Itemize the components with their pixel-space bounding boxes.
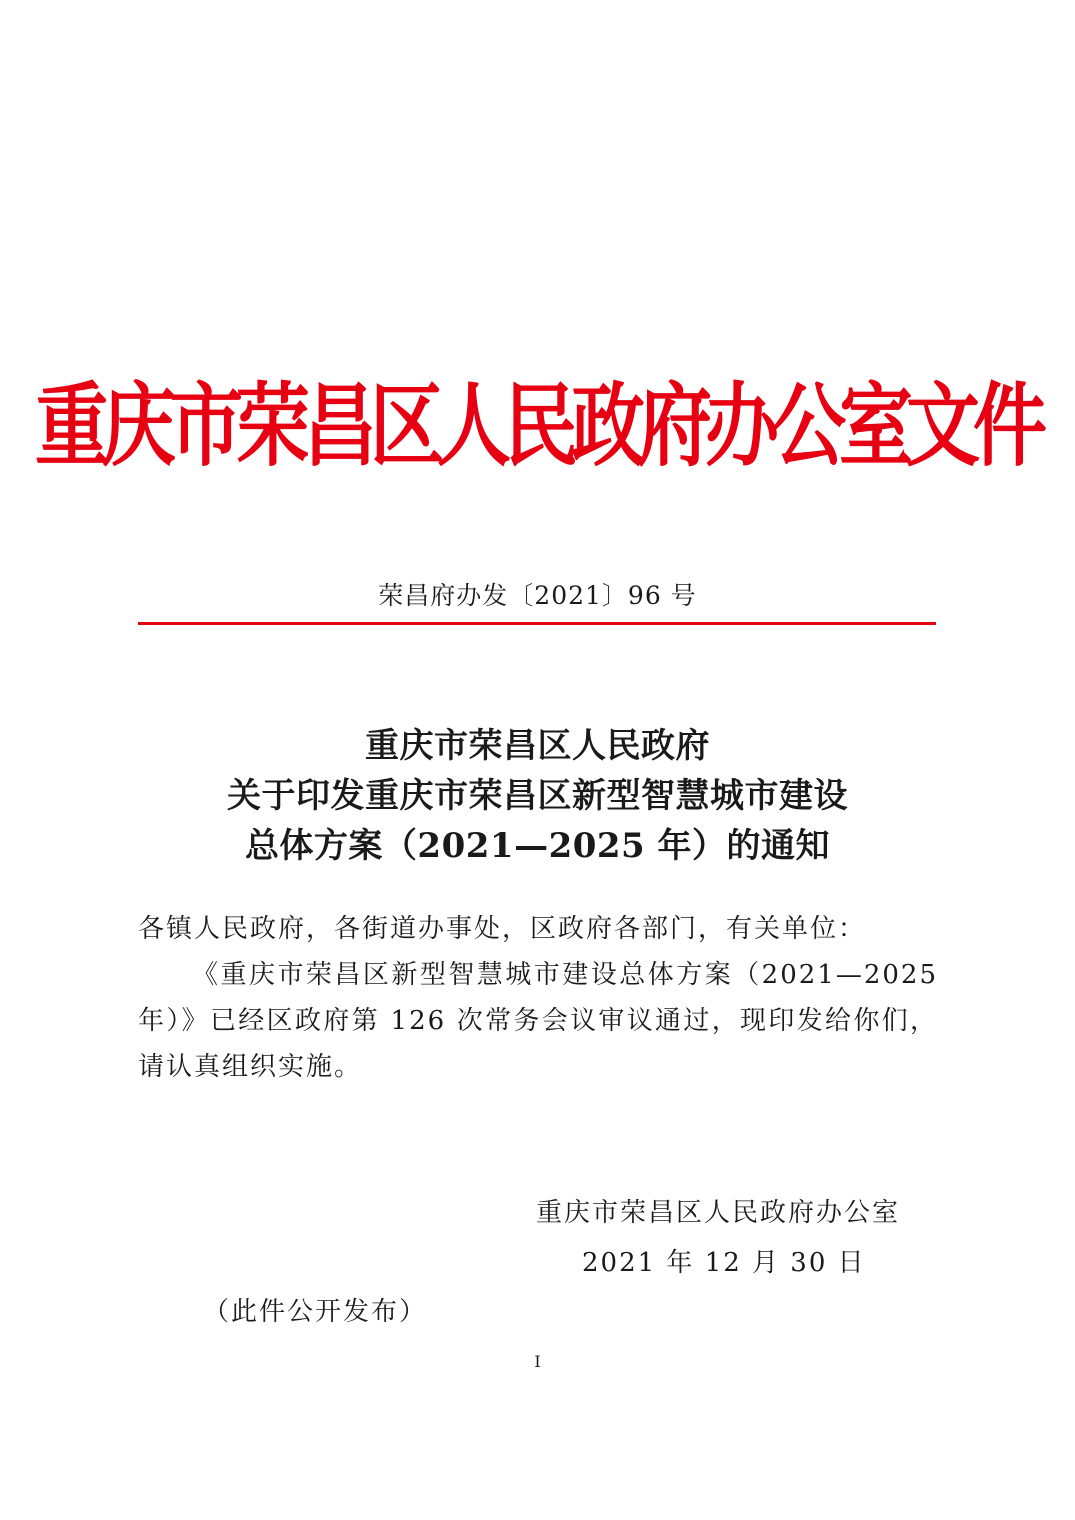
salutation: 各镇人民政府，各街道办事处，区政府各部门，有关单位： (138, 914, 867, 944)
document-title (0, 721, 1075, 871)
red-divider-line (138, 622, 936, 625)
title-line-1: 重庆市荣昌区人民政府 (365, 726, 710, 766)
document-body (138, 906, 938, 1090)
title-line-2: 关于印发重庆市荣昌区新型智慧城市建设 (227, 776, 848, 816)
document-number: 荣昌府办发〔2021〕96 号 (378, 581, 697, 610)
body-paragraph: 《重庆市荣昌区新型智慧城市建设总体方案（2021—2025 年）》已经区政府第 126 次常务会议审议通过，现印发给你们，请认真组织实施。 (138, 960, 938, 1082)
title-line-3: 总体方案（2021—2025 年）的通知 (244, 826, 831, 866)
signature-date: 2021 年 12 月 30 日 (582, 1248, 866, 1278)
publication-note: （此件公开发布） (203, 1297, 428, 1327)
page-number: I (534, 1352, 541, 1371)
signature-organization: 重庆市荣昌区人民政府办公室 (536, 1198, 901, 1228)
document-masthead: 重庆市荣昌区人民政府办公室文件 (35, 374, 1040, 480)
